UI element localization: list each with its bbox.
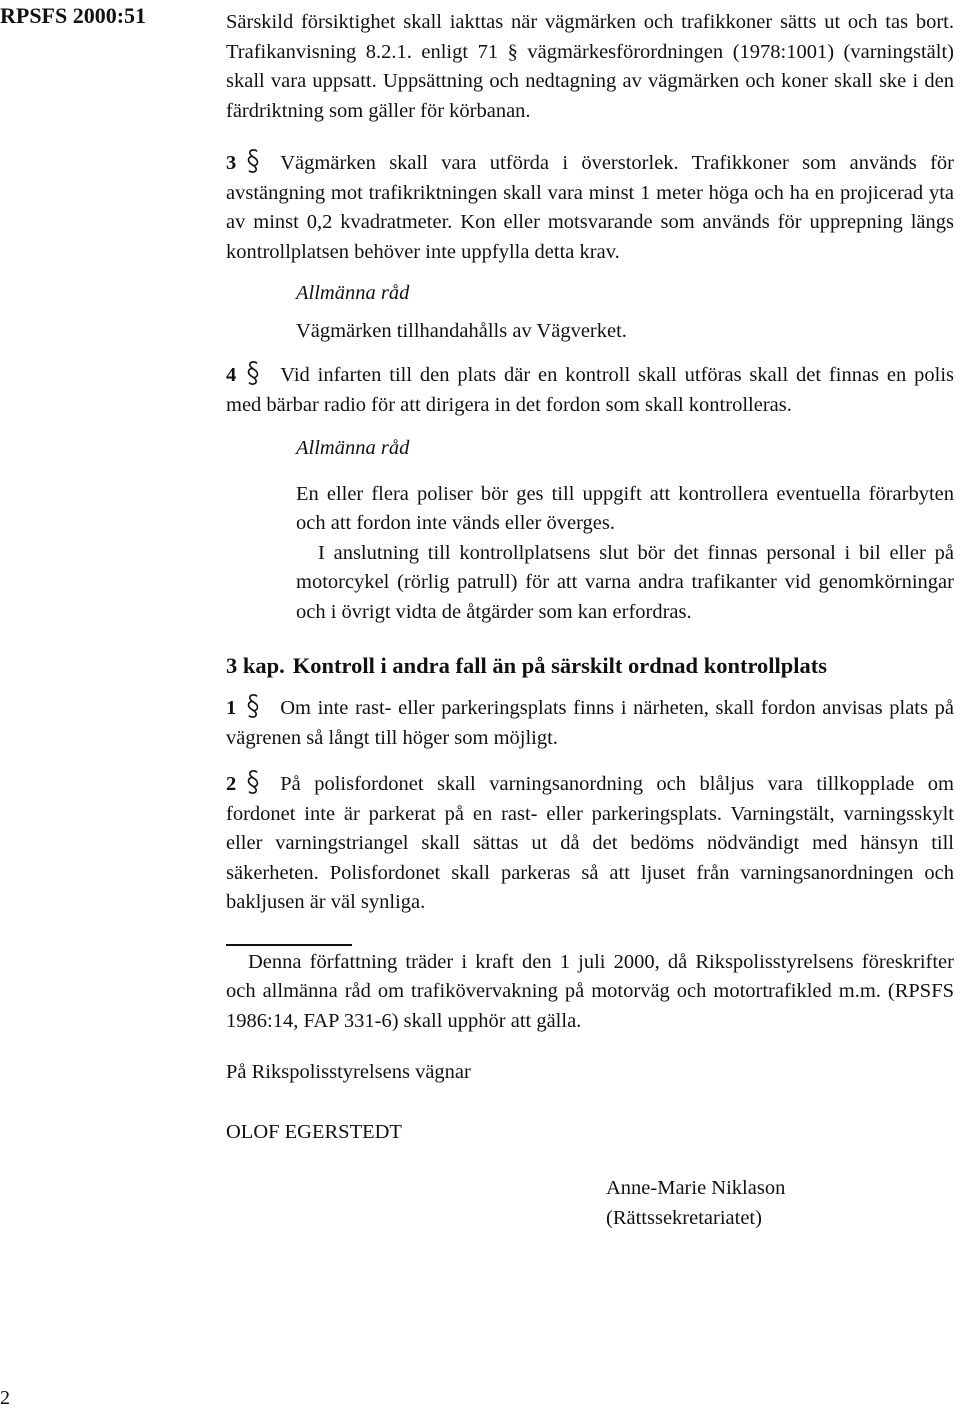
chapter-heading bbox=[226, 651, 954, 681]
advice-heading-section-4: Allmänna råd bbox=[296, 437, 410, 459]
section-4-number: 4 bbox=[226, 364, 237, 386]
page-number: 2 bbox=[0, 1387, 10, 1409]
section-4-paragraph bbox=[226, 360, 954, 420]
section-3-text: Vägmärken skall vara utförda i överstorlek. Trafikkoner som används för avstängning mot trafikriktningen skall vara minst 1 meter höga och ha en projicerad yta av minst 0,2 kvadratmeter. Kon eller motsvarande som används för upprepning längs kontrollplatsen behöver inte uppfylla detta krav. bbox=[226, 152, 954, 263]
chapter-title: Kontroll i andra fall än på särskilt ordnad kontrollplats bbox=[292, 653, 828, 678]
section-4-text: Vid infarten till den plats där en kontroll skall utföras skall det finnas en polis med bärbar radio för att dirigera in det fordon som skall kontrolleras. bbox=[226, 364, 954, 416]
document-body bbox=[226, 0, 954, 1233]
chapter-section-2-number: 2 bbox=[226, 773, 237, 795]
section-sign-icon bbox=[246, 148, 260, 174]
advice-text-section-4-first: En eller flera poliser bör ges till uppgift att kontrollera eventuella förarbyten och att fordon inte vänds eller överges. bbox=[296, 482, 954, 534]
footnote-divider bbox=[226, 944, 352, 946]
chapter-section-1-text: Om inte rast- eller parkeringsplats finns i närheten, skall fordon anvisas plats på vägrenen så långt till höger som möjligt. bbox=[226, 697, 954, 749]
advice-heading-section-3: Allmänna råd bbox=[296, 282, 410, 304]
director-name: OLOF EGERSTEDT bbox=[226, 1120, 402, 1143]
section-3-paragraph bbox=[226, 148, 954, 267]
section-3-number: 3 bbox=[226, 152, 237, 174]
chapter-number: 3 kap. bbox=[226, 653, 285, 678]
footnote-paragraph: Denna författning träder i kraft den 1 juli 2000, då Rikspolisstyrelsens föreskrifter och allmänna råd om trafikövervakning på motorväg och motortrafikled m.m. (RPSFS 1986:14, FAP 331-6) skall upphör att gälla. bbox=[226, 950, 954, 1032]
signatory-name: Anne-Marie Niklason bbox=[606, 1177, 786, 1199]
chapter-section-2-paragraph bbox=[226, 769, 954, 918]
signatory-unit: (Rättssekretariatet) bbox=[606, 1206, 762, 1229]
chapter-section-1-paragraph bbox=[226, 693, 954, 753]
document-code: RPSFS 2000:51 bbox=[0, 3, 147, 28]
chapter-section-2-text: På polisfordonet skall varningsanordning och blåljus vara tillkopplade om fordonet inte är parkerat på en rast- eller parkeringsplats. Varningstält, varningsskylt eller varningstriangel skall sättas ut då det bedöms nödvändigt med hänsyn till säkerheten. Polisfordonet skall parkeras så att ljuset från varningsanordningen och bakljusen är väl synliga. bbox=[226, 773, 954, 913]
advice-text-section-4-second: I anslutning till kontrollplatsens slut bör det finnas personal i bil eller på motorcykel (rörlig patrull) för att varna andra trafikanter vid genomkörningar och i övrigt vidta de åtgärder som kan erfordras. bbox=[296, 541, 954, 623]
section-sign-icon bbox=[246, 769, 260, 795]
section-sign-icon bbox=[246, 360, 260, 386]
chapter-section-1-number: 1 bbox=[226, 697, 237, 719]
section-sign-icon bbox=[246, 693, 260, 719]
advice-text-section-3: Vägmärken tillhandahålls av Vägverket. bbox=[296, 319, 627, 342]
intro-paragraph: Särskild försiktighet skall iakttas när vägmärken och trafikkoner sätts ut och tas bort. Trafikanvisning 8.2.1. enligt 71 § vägmärkesförordningen (1978:1001) (varningstält) skall vara uppsatt. Uppsättning och nedtagning av vägmärken och koner skall ske i den färdriktning som gäller för körbanan. bbox=[226, 11, 954, 122]
on-behalf-line: På Rikspolisstyrelsens vägnar bbox=[226, 1061, 471, 1083]
